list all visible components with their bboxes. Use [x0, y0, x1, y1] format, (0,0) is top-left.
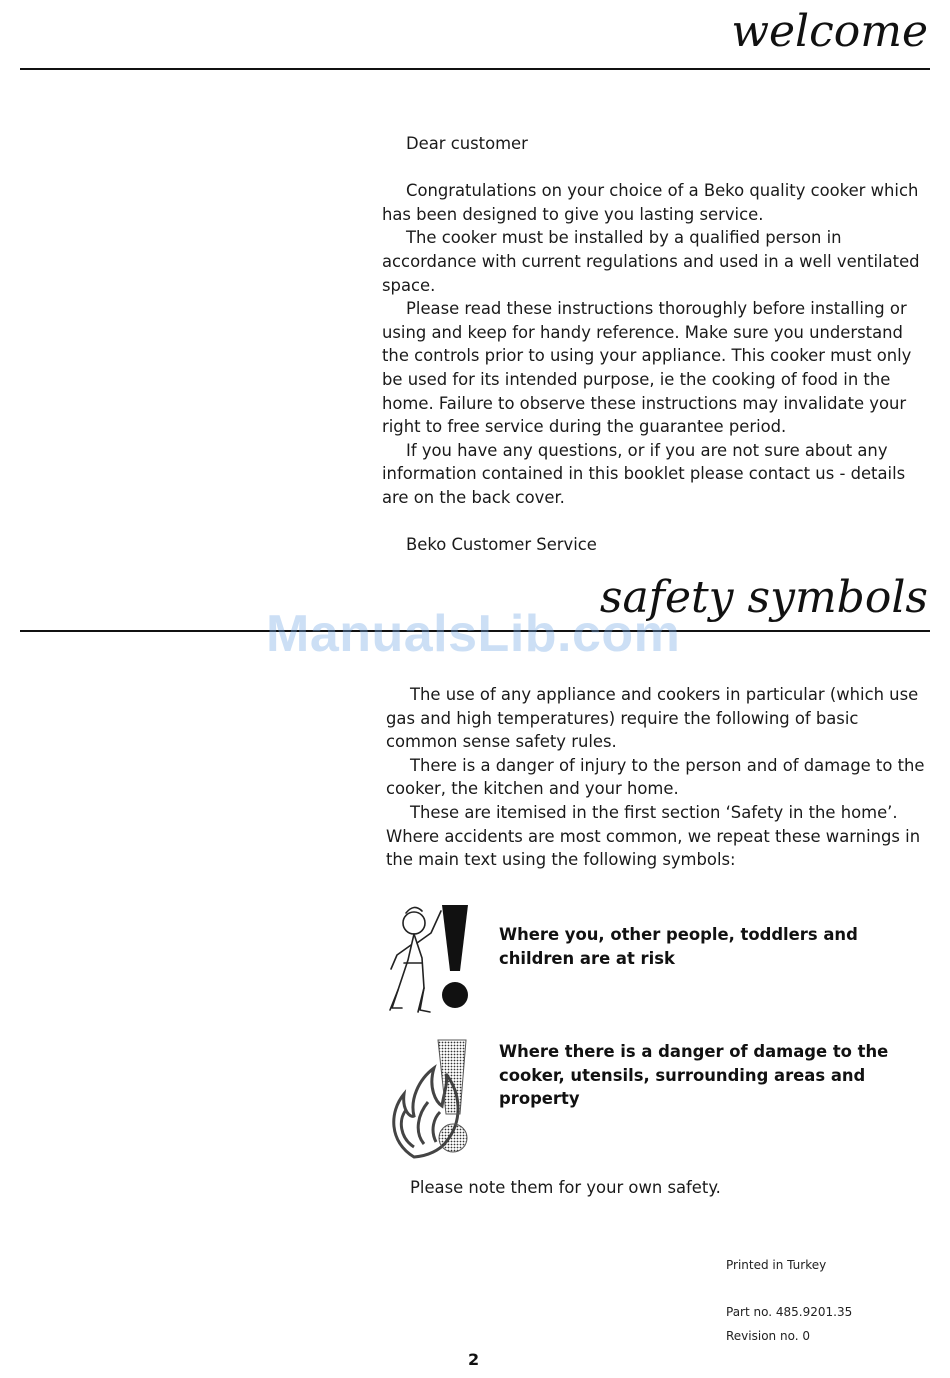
- safety-symbols-heading: safety symbols: [599, 572, 928, 623]
- welcome-paragraph-3: Please read these instructions thoroughly before installing or using and keep for handy reference. Make sure you understand the controls prior to using your appliance. This cooker must only be used for its intended purpose, ie the cooking of food in the home. Failure to observe these instructions may invalidate your right to free service during the guarantee period.: [382, 299, 912, 437]
- welcome-divider: [20, 68, 930, 70]
- revision-number: Revision no. 0: [726, 1329, 810, 1343]
- symbol-caption-person: Where you, other people, toddlers and children are at risk: [499, 925, 858, 968]
- watermark: ManualsLib.com: [266, 605, 681, 663]
- welcome-heading: welcome: [731, 6, 928, 57]
- welcome-paragraph-4: If you have any questions, or if you are not sure about any information contained in this booklet please contact us - details are on the back cover.: [382, 440, 906, 507]
- symbol-row-person: [384, 893, 929, 1018]
- salutation: Dear customer: [406, 134, 528, 153]
- flame-warning-icon: [384, 1032, 489, 1162]
- symbol-caption-flame: Where there is a danger of damage to the cooker, utensils, surrounding areas and property: [499, 1042, 889, 1109]
- printed-in: Printed in Turkey: [726, 1258, 827, 1272]
- safety-note: Please note them for your own safety.: [410, 1178, 721, 1197]
- signoff: Beko Customer Service: [406, 535, 597, 555]
- person-warning-icon: [384, 893, 489, 1018]
- part-number: Part no. 485.9201.35: [726, 1305, 853, 1319]
- safety-paragraph-3: These are itemised in the first section ‘Safety in the home’. Where accidents are most common, we repeat these warnings in the main text using the following symbols:: [386, 802, 921, 870]
- safety-paragraph-2: There is a danger of injury to the person and of damage to the cooker, the kitchen and your home.: [386, 755, 925, 799]
- welcome-letter: [382, 132, 922, 557]
- welcome-paragraph-2: The cooker must be installed by a qualified person in accordance with current regulations and used in a well ventilated space.: [382, 228, 920, 295]
- safety-intro: [386, 683, 926, 872]
- welcome-paragraph-1: Congratulations on your choice of a Beko quality cooker which has been designed to give you lasting service.: [382, 181, 919, 224]
- symbol-row-flame: [384, 1032, 929, 1162]
- safety-paragraph-1: The use of any appliance and cookers in particular (which use gas and high temperatures) require the following of basic common sense safety rules.: [386, 685, 919, 752]
- page-number: 2: [468, 1350, 480, 1369]
